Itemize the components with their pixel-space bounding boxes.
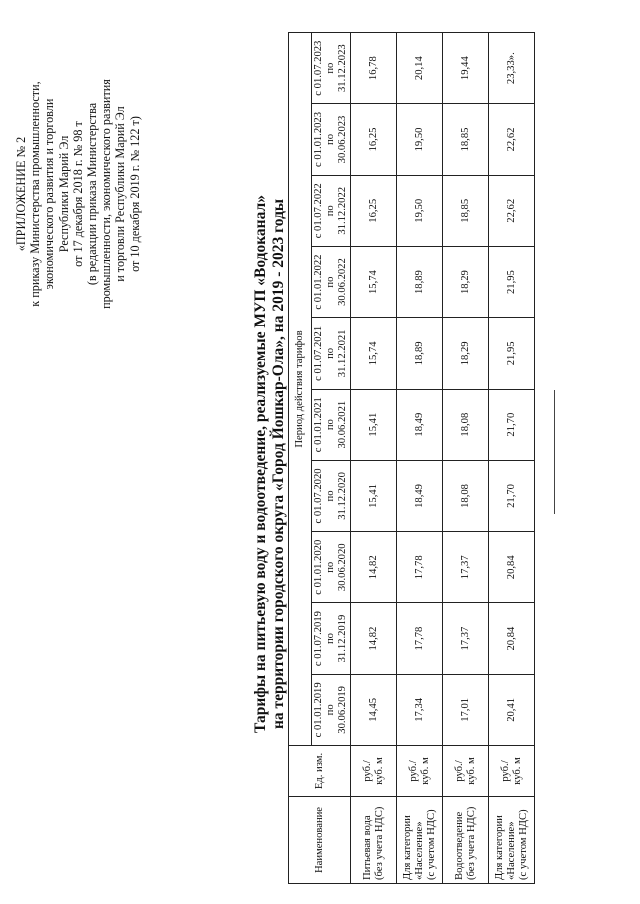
row-name-line: «Население» xyxy=(413,821,425,880)
tariff-value-cell: 14,45 xyxy=(351,674,397,745)
tariff-value-cell: 17,34 xyxy=(397,674,443,745)
tariff-value-cell: 14,82 xyxy=(351,532,397,603)
row-unit-line: куб. м xyxy=(465,757,477,785)
tariff-value-cell: 20,41 xyxy=(489,674,535,745)
tariff-value-cell: 17,37 xyxy=(443,532,489,603)
appendix-line: от 10 декабря 2019 г. № 122 т) xyxy=(127,116,142,272)
period-header-cell xyxy=(312,532,351,603)
tariff-value-cell: 20,84 xyxy=(489,603,535,674)
table-row xyxy=(397,33,443,884)
tariff-value-cell: 15,41 xyxy=(351,460,397,531)
row-name-line: Для категории xyxy=(401,815,413,880)
period-line: с 01.01.2023 xyxy=(313,111,324,167)
row-name-line: (без учета НДС) xyxy=(373,806,385,880)
period-line: 31.12.2023 xyxy=(337,44,348,92)
footer-rule xyxy=(554,390,555,514)
row-unit-line: куб. м xyxy=(511,757,523,785)
row-unit-line: куб. м xyxy=(373,757,385,785)
period-line: с 01.07.2022 xyxy=(313,183,324,239)
tariff-value-cell: 18,49 xyxy=(397,460,443,531)
period-line: с 01.01.2021 xyxy=(313,397,324,453)
period-header-cell xyxy=(312,460,351,531)
tariff-value-cell: 21,95 xyxy=(489,246,535,317)
period-header-cell xyxy=(312,603,351,674)
tariff-value-cell: 18,29 xyxy=(443,246,489,317)
row-name-line: (с учетом НДС) xyxy=(425,809,437,880)
period-line: с 01.07.2021 xyxy=(313,325,324,381)
period-line: по xyxy=(325,205,336,217)
tariff-value-cell: 22,62 xyxy=(489,104,535,175)
row-name-line: (без учета НДС) xyxy=(465,806,477,880)
row-name-line: «Население» xyxy=(505,821,517,880)
header-period: Период действия тарифов xyxy=(289,33,312,746)
appendix-line: (в редакции приказа Министерства xyxy=(85,102,100,286)
row-unit-line: руб./ xyxy=(453,760,465,782)
table-row xyxy=(489,33,535,884)
period-line: по xyxy=(325,134,336,145)
period-line: с 01.07.2023 xyxy=(313,40,324,96)
tariff-value-cell: 18,85 xyxy=(443,104,489,175)
period-line: с 01.07.2020 xyxy=(313,468,324,524)
tariff-value-cell: 18,08 xyxy=(443,389,489,460)
tariff-value-cell: 20,84 xyxy=(489,532,535,603)
tariff-value-cell: 18,49 xyxy=(397,389,443,460)
period-line: 30.06.2019 xyxy=(337,686,348,734)
row-unit-line: руб./ xyxy=(499,760,511,782)
tariff-value-cell: 16,25 xyxy=(351,175,397,246)
row-unit-line: куб. м xyxy=(419,757,431,785)
tariff-value-cell: 23,33». xyxy=(489,33,535,104)
title-line-1: Тарифы на питьевую воду и водоотведение, реализуемые МУП «Водоканал» xyxy=(252,195,269,733)
header-name: Наименование xyxy=(289,797,351,884)
period-line: 30.06.2021 xyxy=(337,400,348,449)
document-title xyxy=(252,114,288,814)
tariff-value-cell: 14,82 xyxy=(351,603,397,674)
appendix-line: промышленности, экономического развития xyxy=(99,79,114,309)
period-line: по xyxy=(325,704,336,716)
tariff-value-cell: 21,70 xyxy=(489,389,535,460)
title-line-2: на территории городского округа «Город Йошкар-Ола», на 2019 - 2023 годы xyxy=(270,198,287,730)
appendix-line: Республики Марий Эл xyxy=(56,135,71,253)
tariff-value-cell: 15,74 xyxy=(351,318,397,389)
row-unit-line: руб./ xyxy=(407,760,419,782)
tariff-value-cell: 22,62 xyxy=(489,175,535,246)
appendix-line: и торговли Республики Марий Эл xyxy=(113,106,128,282)
row-unit-line: руб./ xyxy=(361,760,373,782)
period-header-cell xyxy=(312,674,351,745)
period-header-cell xyxy=(312,318,351,389)
row-name-cell xyxy=(351,797,397,884)
tariff-value-cell: 15,74 xyxy=(351,246,397,317)
period-line: по xyxy=(325,490,336,502)
period-header-cell xyxy=(312,246,351,317)
tariff-value-cell: 21,95 xyxy=(489,318,535,389)
tariff-value-cell: 16,25 xyxy=(351,104,397,175)
tariff-value-cell: 18,08 xyxy=(443,460,489,531)
tariff-value-cell: 15,41 xyxy=(351,389,397,460)
tariff-table xyxy=(288,32,535,884)
row-unit-cell xyxy=(397,746,443,797)
period-line: с 01.01.2020 xyxy=(313,539,324,595)
period-header-cell xyxy=(312,33,351,104)
table-row xyxy=(351,33,397,884)
period-line: по xyxy=(325,419,336,431)
period-line: с 01.01.2022 xyxy=(313,254,324,310)
period-line: 31.12.2020 xyxy=(337,472,348,520)
period-line: по xyxy=(325,633,336,645)
period-line: по xyxy=(325,276,336,288)
period-line: с 01.07.2019 xyxy=(313,611,324,667)
period-line: 31.12.2019 xyxy=(337,614,348,663)
row-unit-cell xyxy=(351,746,397,797)
tariff-value-cell: 18,29 xyxy=(443,318,489,389)
period-header-cell xyxy=(312,104,351,175)
row-name-cell xyxy=(397,797,443,884)
table-body xyxy=(351,33,535,884)
period-line: 31.12.2021 xyxy=(337,329,348,378)
tariff-value-cell: 16,78 xyxy=(351,33,397,104)
period-line: 31.12.2022 xyxy=(337,186,348,235)
row-name-cell xyxy=(443,797,489,884)
tariff-value-cell: 17,78 xyxy=(397,532,443,603)
appendix-line: к приказу Министерства промышленности, xyxy=(28,81,43,307)
appendix-line: «ПРИЛОЖЕНИЕ № 2 xyxy=(14,136,28,252)
row-name-line: Для категории xyxy=(493,815,505,880)
tariff-value-cell: 17,78 xyxy=(397,603,443,674)
tariff-value-cell: 19,50 xyxy=(397,175,443,246)
tariff-value-cell: 19,50 xyxy=(397,104,443,175)
row-name-cell xyxy=(489,797,535,884)
period-line: с 01.01.2019 xyxy=(313,682,324,738)
tariff-value-cell: 20,14 xyxy=(397,33,443,104)
row-unit-cell xyxy=(443,746,489,797)
tariff-value-cell: 19,44 xyxy=(443,33,489,104)
tariff-value-cell: 18,89 xyxy=(397,246,443,317)
period-header-cell xyxy=(312,175,351,246)
period-line: по xyxy=(325,561,336,573)
row-name-line: Водоотведение xyxy=(453,811,465,880)
row-name-line: (с учетом НДС) xyxy=(517,809,529,880)
appendix-line: от 17 декабря 2018 г. № 98 т xyxy=(70,121,85,267)
row-name-line: Питьевая вода xyxy=(361,815,373,880)
tariff-value-cell: 18,85 xyxy=(443,175,489,246)
period-line: 30.06.2023 xyxy=(337,115,348,164)
tariff-value-cell: 18,89 xyxy=(397,318,443,389)
tariff-value-cell: 21,70 xyxy=(489,460,535,531)
period-line: по xyxy=(325,347,336,359)
period-line: 30.06.2022 xyxy=(337,258,348,306)
appendix-header xyxy=(14,44,142,344)
tariff-value-cell: 17,37 xyxy=(443,603,489,674)
period-line: 30.06.2020 xyxy=(337,543,348,592)
period-header-cell xyxy=(312,389,351,460)
appendix-line: экономического развития и торговли xyxy=(42,98,57,290)
table-row xyxy=(443,33,489,884)
header-unit: Ед. изм. xyxy=(289,746,351,797)
period-line: по xyxy=(325,62,336,74)
tariff-value-cell: 17,01 xyxy=(443,674,489,745)
row-unit-cell xyxy=(489,746,535,797)
